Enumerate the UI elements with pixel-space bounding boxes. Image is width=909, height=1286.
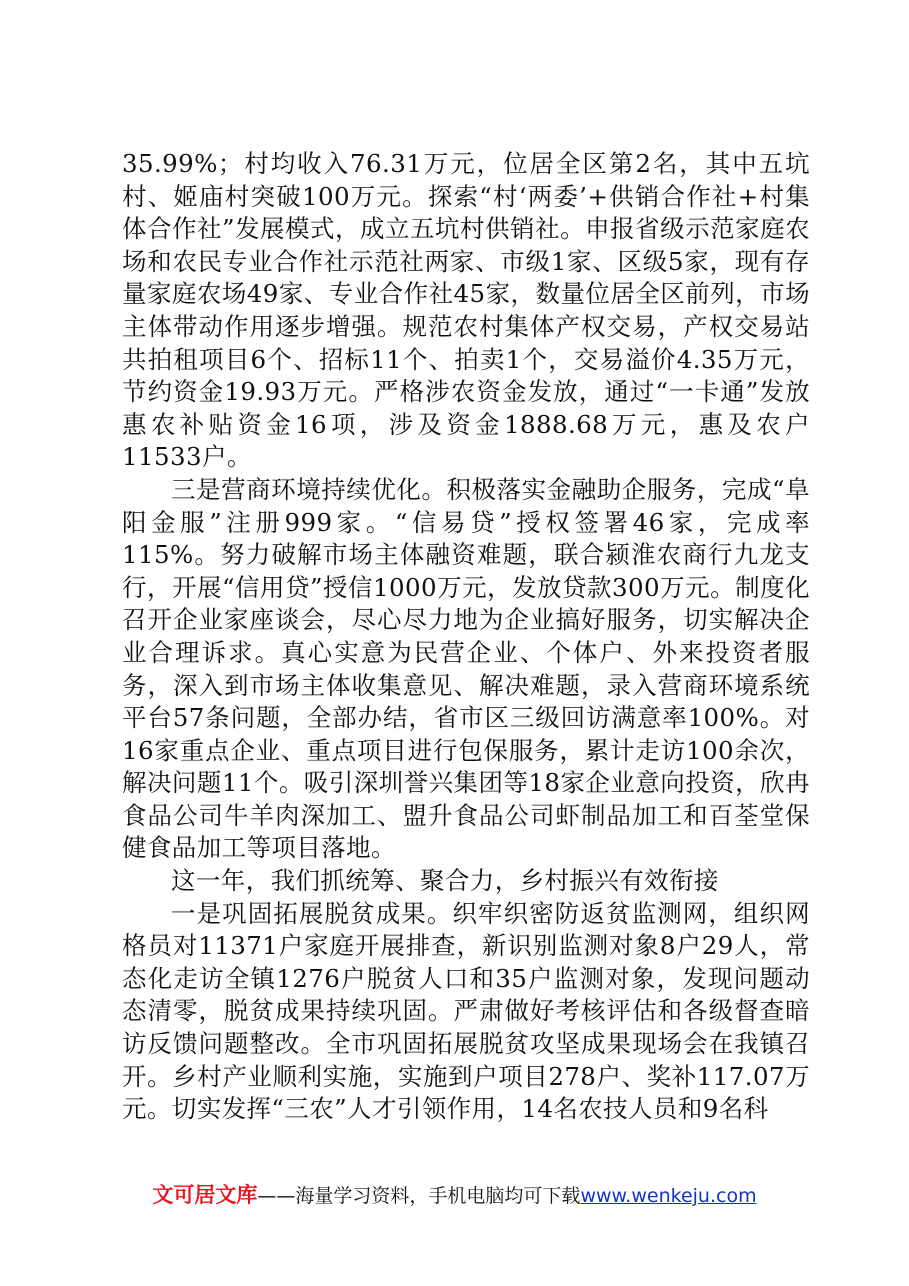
paragraph-section-heading: 这一年，我们抓统筹、聚合力，乡村振兴有效衔接 — [171, 866, 719, 896]
footer-banner — [0, 1181, 909, 1210]
footer-brand: 文可居文库 — [152, 1183, 258, 1207]
paragraph-poverty-results: 一是巩固拓展脱贫成果。织牢织密防返贫监测网，组织网格员对11371户家庭开展排查，新识别监测对象8户29人，常态化走访全镇1276户脱贫人口和35户监测对象，发现问题动态清零，脱贫成果持续巩固。严肃做好考核评估和各级督查暗访反馈问题整改。全市巩固拓展脱贫攻坚成果现场会在我镇召开。乡村产业顺利实施，实施到户项目278户、奖补117.07万元。切实发挥“三农”人才引领作用，14名农技人员和9名科 — [122, 898, 810, 1124]
footer-slogan: ——海量学习资料，手机电脑均可下载 — [257, 1185, 581, 1207]
footer-site-link[interactable]: www.wenkeju.com — [580, 1185, 757, 1207]
paragraph-continued: 35.99%；村均收入76.31万元，位居全区第2名，其中五坑村、姬庙村突破100万元。探索“村‘两委’+供销合作社+村集体合作社”发展模式，成立五坑村供销社。申报省级示范家庭农场和农民专业合作社示范社两家、市级1家、区级5家，现有存量家庭农场49家、专业合作社45家，数量位居全区前列，市场主体带动作用逐步增强。规范农村集体产权交易，产权交易站共拍租项目6个、招标11个、拍卖1个，交易溢价4.35万元，节约资金19.93万元。严格涉农资金发放，通过“一卡通”发放惠农补贴资金16项，涉及资金1888.68万元，惠及农户11533户。 — [122, 149, 810, 472]
paragraph-business-environment: 三是营商环境持续优化。积极落实金融助企服务，完成“阜阳金服”注册999家。“信易贷”授权签署46家，完成率115%。努力破解市场主体融资难题，联合颍淮农商行九龙支行，开展“信用贷”授信1000万元，发放贷款300万元。制度化召开企业家座谈会，尽心尽力地为企业搞好服务，切实解决企业合理诉求。真心实意为民营企业、个体户、外来投资者服务，深入到市场主体收集意见、解决难题，录入营商环境系统平台57条问题，全部办结，省市区三级回访满意率100%。对16家重点企业、重点项目进行包保服务，累计走访100余次，解决问题11个。吸引深圳誉兴集团等18家企业意向投资，欣冉食品公司牛羊肉深加工、盟升食品公司虾制品加工和百荃堂保健食品加工等项目落地。 — [122, 474, 810, 863]
document-body — [122, 148, 810, 1126]
